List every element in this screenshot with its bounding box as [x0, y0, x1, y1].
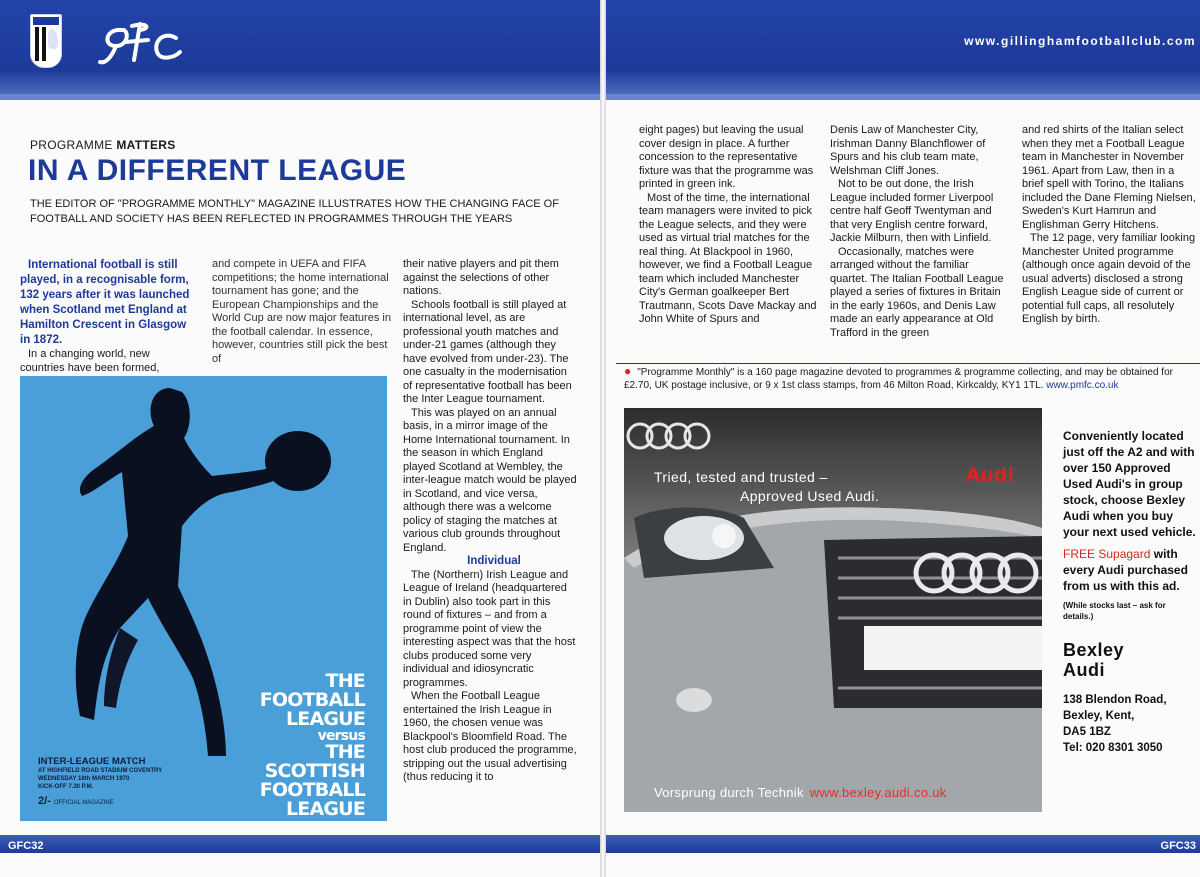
article-column-6	[1022, 124, 1198, 327]
paragraph: their native players and pit them against the selections of other nations.	[403, 258, 559, 297]
paragraph: and compete in UEFA and FIFA competitions; the home international tournament has gone; and the European Championships and the World Cup are now major features in the football calendar. In essence, however, countries still pick the best of	[212, 258, 391, 365]
audi-rings-icon	[624, 408, 714, 468]
footer-bar-left	[0, 835, 600, 853]
right-page	[606, 0, 1200, 877]
audi-wordmark: Audi	[965, 464, 1014, 486]
paragraph: This was played on an annual basis, in a mirror image of the Home International tournament. In the season in which England played Scotland at Wembley, the inter-league match would be played in Scotland, and vice versa, although there was a welcome policy of staging the matches at various club grounds throughout England.	[403, 406, 577, 554]
magazine-footnote: ● "Programme Monthly" is a 160 page magazine devoted to programmes & programme collecting, and may be obtained for £2.70, UK postage inclusive, or 9 x 1st class stamps, from 46 Milton Road, Kirkcaldy, KY1 1TL. www.pmfc.co.uk	[624, 364, 1173, 391]
page-number: GFC33	[1160, 840, 1196, 852]
cover-match-details: INTER-LEAGUE MATCH AT HIGHFIELD ROAD STADIUM COVENTRY WEDNESDAY 18th MARCH 1970 KICK-OFF 7.30 P.M. 2/- OFFICIAL MAGAZINE	[38, 756, 163, 807]
subheading: Individual	[467, 555, 521, 567]
club-crest-icon	[30, 14, 62, 68]
header-banner-right	[606, 0, 1200, 100]
paragraph: Denis Law of Manchester City, Irishman Danny Blanchflower of Spurs and his club team mate, Welshman Cliff Jones.	[830, 124, 986, 177]
dealer-website-link[interactable]: www.bexley.audi.co.uk	[809, 785, 947, 800]
audi-advert-image	[624, 408, 1042, 812]
page-number: GFC32	[8, 840, 44, 852]
article-column-1	[20, 258, 196, 375]
header-banner-left	[0, 0, 600, 100]
programme-cover-image	[20, 376, 387, 821]
paragraph: eight pages) but leaving the usual cover design in place. A further concession to the representative fixture was that the programme was printed in green ink.	[639, 124, 814, 190]
article-headline: IN A DIFFERENT LEAGUE	[28, 154, 407, 187]
article-column-5	[830, 124, 1008, 340]
article-lead: International football is still played, in a recognisable form, 132 years after it was launched when Scotland met England at Hamilton Crescent in Glasgow in 1872.	[20, 259, 190, 346]
gfc-logo-icon	[96, 20, 186, 68]
article-standfirst: THE EDITOR OF "PROGRAMME MONTHLY" MAGAZINE ILLUSTRATES HOW THE CHANGING FACE OF FOOTBALL AND SOCIETY HAS BEEN REFLECTED IN PROGRAMMES THROUGH THE YEARS	[30, 198, 559, 225]
paragraph: Not to be out done, the Irish League included former Liverpool centre half Geoff Twentyman and that very English centre forward, Jackie Milburn, then with Linfield.	[830, 178, 994, 244]
website-url[interactable]: www.gillinghamfootballclub.com	[964, 34, 1196, 48]
dealer-address: 138 Blendon Road, Bexley, Kent, DA5 1BZ Tel: 020 8301 3050	[1063, 692, 1197, 756]
paragraph: When the Football League entertained the Irish League in 1960, the chosen venue was Blackpool's Bloomfield Road. The host club produced the programme, stripping out the usual advertising (thus reducing it to	[403, 690, 577, 783]
paragraph: Most of the time, the international team managers were invited to pick the League selects, and they were used as virtual trial matches for the real thing. At Blackpool in 1960, however, we find a Football League team which included Manchester City's German goalkeeper Bert Trautmann, Scots Dave Mackay and John White of Spurs and	[639, 191, 817, 325]
paragraph: In a changing world, new countries have been formed,	[20, 348, 160, 374]
cover-title: THE FOOTBALL LEAGUE versus THE SCOTTISH FOOTBALL LEAGUE	[259, 670, 365, 820]
paragraph: Occasionally, matches were arranged without the familiar quartet. The Italian Football League played a series of fixtures in Britain in the early 1960s, and Denis Law made an early appearance at Old Trafford in the green	[830, 245, 1004, 339]
bullet-icon: ●	[624, 364, 632, 378]
article-column-3	[403, 258, 577, 785]
advert-footer: Vorsprung durch Technik www.bexley.audi.co.uk	[654, 785, 947, 800]
dealer-name: Bexley Audi	[1063, 640, 1125, 680]
paragraph: and red shirts of the Italian select when they met a Football League team in Manchester in November 1961. Apart from Law, then in a brief spell with Torino, the Italians included the Dane Fleming Nielsen, Sweden's Kurt Hamrun and Englishman Gerry Hitchens.	[1022, 124, 1196, 231]
paragraph: The 12 page, very familiar looking Manchester United programme (although once again devoid of the usual adverts) disclosed a strong English League side of current or potential full caps, all resolutely English by birth.	[1022, 232, 1196, 325]
article-column-2	[212, 258, 392, 366]
footnote-link[interactable]: www.pmfc.co.uk	[1046, 380, 1119, 391]
dealer-phone: Tel: 020 8301 3050	[1063, 742, 1163, 754]
article-column-4	[639, 124, 817, 327]
advert-tagline: Tried, tested and trusted – Approved Used Audi.	[654, 469, 880, 504]
paragraph: Schools football is still played at international level, as are professional youth matches and under-21 games (although they have evolved from under-23). The one casualty in the modernisation of representative football has been the Inter League tournament.	[403, 298, 572, 405]
divider	[616, 363, 1200, 364]
footer-bar-right	[606, 835, 1200, 853]
section-label: PROGRAMME MATTERS	[30, 138, 176, 152]
paragraph: The (Northern) Irish League and League of Ireland (headquartered in Dublin) also took part in this round of fixtures – and from a programme point of view the interesting aspect was that the host clubs produced some very individual and idiosyncratic programmes.	[403, 568, 576, 689]
advert-copy: Conveniently located just off the A2 and with over 150 Approved Used Audi's in group stock, choose Bexley Audi when you buy your next used vehicle. FREE Supagard with every Audi purchased from us with this ad. (While stocks last – ask for details.) Bexley Audi 138 Blendon Road, Bexley, Kent, DA5 1BZ Tel: 020 8301 3050	[1063, 429, 1196, 754]
